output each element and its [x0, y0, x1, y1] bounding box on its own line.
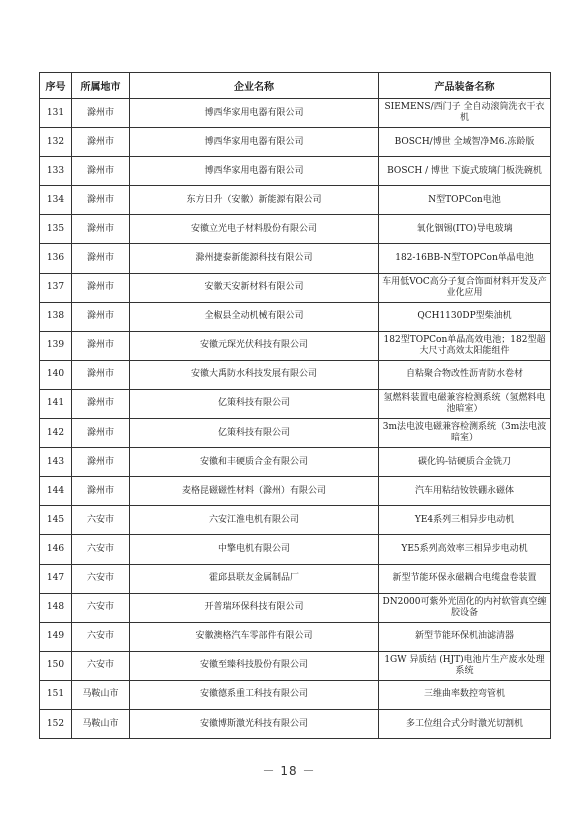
table-row	[40, 302, 551, 331]
header-enterprise-name: 企业名称	[130, 73, 379, 99]
cell-city: 马鞍山市	[72, 680, 130, 709]
table-header-row	[40, 73, 551, 99]
cell-enterprise-name: 博西华家用电器有限公司	[130, 157, 379, 186]
table-row	[40, 99, 551, 128]
table-row	[40, 215, 551, 244]
table-row	[40, 680, 551, 709]
table-row	[40, 622, 551, 651]
cell-product-name: 新型节能环保永磁耦合电缆盘卷装置	[379, 564, 551, 593]
cell-serial-no: 142	[40, 419, 72, 448]
cell-city: 六安市	[72, 506, 130, 535]
table-row	[40, 186, 551, 215]
cell-city: 滁州市	[72, 244, 130, 273]
header-product-name: 产品装备名称	[379, 73, 551, 99]
cell-city: 六安市	[72, 535, 130, 564]
cell-product-name: 多工位组合式分时激光切割机	[379, 709, 551, 738]
cell-product-name: 氢燃料装置电磁兼容检测系统（氢燃料电池暗室）	[379, 389, 551, 418]
cell-enterprise-name: 亿策科技有限公司	[130, 389, 379, 418]
cell-product-name: 三维曲率数控弯管机	[379, 680, 551, 709]
cell-serial-no: 141	[40, 389, 72, 418]
table-row	[40, 331, 551, 360]
cell-serial-no: 140	[40, 360, 72, 389]
cell-product-name: 车用低VOC高分子复合饰面材料开发及产业化应用	[379, 273, 551, 302]
cell-serial-no: 148	[40, 593, 72, 622]
cell-product-name: 氧化铟锡(ITO)导电玻璃	[379, 215, 551, 244]
cell-enterprise-name: 安徽天安新材料有限公司	[130, 273, 379, 302]
cell-product-name: DN2000可紫外光固化的内衬软管真空缠胶设备	[379, 593, 551, 622]
cell-city: 滁州市	[72, 389, 130, 418]
cell-city: 六安市	[72, 651, 130, 680]
cell-product-name: QCH1130DP型柴油机	[379, 302, 551, 331]
cell-city: 滁州市	[72, 419, 130, 448]
cell-enterprise-name: 安徽澳格汽车零部件有限公司	[130, 622, 379, 651]
cell-serial-no: 133	[40, 157, 72, 186]
table-row	[40, 244, 551, 273]
cell-enterprise-name: 中擎电机有限公司	[130, 535, 379, 564]
table-row	[40, 128, 551, 157]
table-row	[40, 157, 551, 186]
cell-enterprise-name: 麦格昆磁磁性材料（滁州）有限公司	[130, 477, 379, 506]
cell-enterprise-name: 安徽元琛光伏科技有限公司	[130, 331, 379, 360]
cell-city: 滁州市	[72, 273, 130, 302]
cell-city: 马鞍山市	[72, 709, 130, 738]
cell-product-name: 1GW 异质结 (HJT)电池片生产废水处理系统	[379, 651, 551, 680]
cell-product-name: BOSCH / 博世 下旋式玻璃门板洗碗机	[379, 157, 551, 186]
cell-serial-no: 144	[40, 477, 72, 506]
cell-product-name: 自粘聚合物改性沥青防水卷材	[379, 360, 551, 389]
cell-serial-no: 147	[40, 564, 72, 593]
header-serial-no: 序号	[40, 73, 72, 99]
cell-city: 滁州市	[72, 157, 130, 186]
cell-product-name: 汽车用粘结钕铁硼永磁体	[379, 477, 551, 506]
cell-enterprise-name: 东方日升（安徽）新能源有限公司	[130, 186, 379, 215]
cell-serial-no: 135	[40, 215, 72, 244]
cell-product-name: 182-16BB-N型TOPCon单晶电池	[379, 244, 551, 273]
cell-serial-no: 139	[40, 331, 72, 360]
cell-city: 滁州市	[72, 448, 130, 477]
table-row	[40, 564, 551, 593]
cell-serial-no: 136	[40, 244, 72, 273]
cell-product-name: YE4系列三相异步电动机	[379, 506, 551, 535]
cell-enterprise-name: 六安江淮电机有限公司	[130, 506, 379, 535]
cell-city: 六安市	[72, 593, 130, 622]
table-row	[40, 506, 551, 535]
cell-product-name: SIEMENS/西门子 全自动滚筒洗衣干衣机	[379, 99, 551, 128]
table-row	[40, 419, 551, 448]
cell-product-name: YE5系列高效率三相异步电动机	[379, 535, 551, 564]
table-row	[40, 535, 551, 564]
cell-serial-no: 146	[40, 535, 72, 564]
table-row	[40, 593, 551, 622]
cell-city: 滁州市	[72, 477, 130, 506]
cell-city: 滁州市	[72, 331, 130, 360]
cell-enterprise-name: 安徽至臻科技股份有限公司	[130, 651, 379, 680]
cell-enterprise-name: 霍邱县联友金属制品厂	[130, 564, 379, 593]
table-row	[40, 360, 551, 389]
cell-serial-no: 138	[40, 302, 72, 331]
cell-enterprise-name: 博西华家用电器有限公司	[130, 128, 379, 157]
cell-enterprise-name: 开普瑞环保科技有限公司	[130, 593, 379, 622]
cell-enterprise-name: 全椒县全动机械有限公司	[130, 302, 379, 331]
cell-serial-no: 149	[40, 622, 72, 651]
cell-city: 滁州市	[72, 128, 130, 157]
cell-product-name: 新型节能环保机油滤清器	[379, 622, 551, 651]
table-row	[40, 651, 551, 680]
cell-serial-no: 131	[40, 99, 72, 128]
cell-city: 滁州市	[72, 360, 130, 389]
cell-enterprise-name: 安徽和丰硬质合金有限公司	[130, 448, 379, 477]
cell-city: 滁州市	[72, 186, 130, 215]
cell-city: 滁州市	[72, 99, 130, 128]
cell-product-name: 碳化钨-钴硬质合金铣刀	[379, 448, 551, 477]
cell-city: 滁州市	[72, 302, 130, 331]
cell-product-name: BOSCH/博世 全域智净M6.冻龄版	[379, 128, 551, 157]
cell-serial-no: 143	[40, 448, 72, 477]
cell-serial-no: 152	[40, 709, 72, 738]
page-number: － 18 －	[262, 764, 316, 778]
cell-product-name: 182型TOPCon单晶高效电池；182型超大尺寸高效太阳能组件	[379, 331, 551, 360]
cell-serial-no: 132	[40, 128, 72, 157]
cell-enterprise-name: 安徽大禹防水科技发展有限公司	[130, 360, 379, 389]
cell-city: 六安市	[72, 564, 130, 593]
cell-city: 六安市	[72, 622, 130, 651]
cell-serial-no: 151	[40, 680, 72, 709]
enterprise-product-table	[39, 72, 551, 739]
cell-enterprise-name: 滁州捷泰新能源科技有限公司	[130, 244, 379, 273]
cell-enterprise-name: 安徽立光电子材料股份有限公司	[130, 215, 379, 244]
cell-product-name: 3m法电波电磁兼容检测系统（3m法电波暗室）	[379, 419, 551, 448]
cell-enterprise-name: 安徽德系重工科技有限公司	[130, 680, 379, 709]
table-row	[40, 273, 551, 302]
cell-product-name: N型TOPCon电池	[379, 186, 551, 215]
cell-enterprise-name: 博西华家用电器有限公司	[130, 99, 379, 128]
table-row	[40, 709, 551, 738]
cell-city: 滁州市	[72, 215, 130, 244]
table-body	[40, 99, 551, 739]
cell-serial-no: 134	[40, 186, 72, 215]
cell-serial-no: 145	[40, 506, 72, 535]
header-city: 所属地市	[72, 73, 130, 99]
cell-serial-no: 150	[40, 651, 72, 680]
cell-enterprise-name: 安徽博斯激光科技有限公司	[130, 709, 379, 738]
table-row	[40, 477, 551, 506]
table-row	[40, 448, 551, 477]
cell-enterprise-name: 亿策科技有限公司	[130, 419, 379, 448]
table-row	[40, 389, 551, 418]
cell-serial-no: 137	[40, 273, 72, 302]
